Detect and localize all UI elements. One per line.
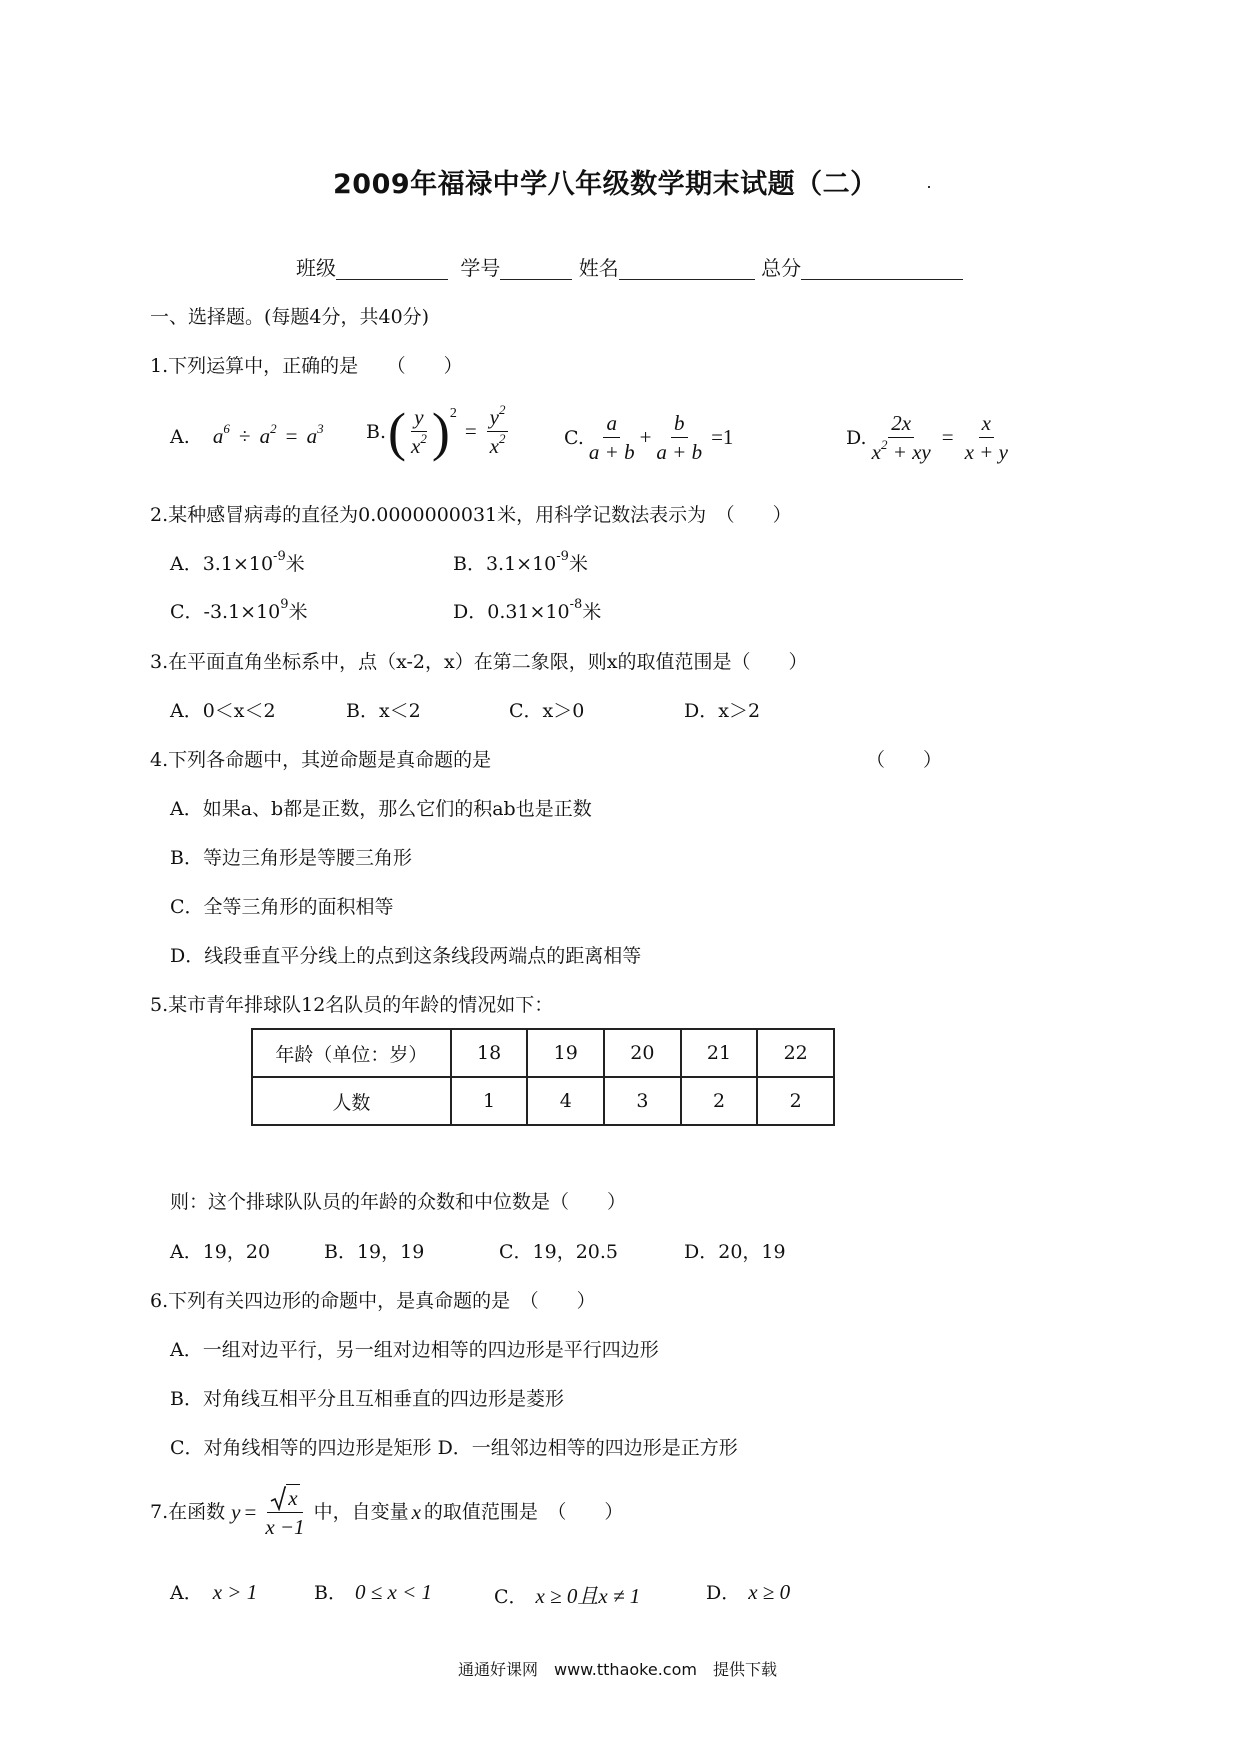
table-cell: 3 — [604, 1077, 681, 1125]
q4-option-d: D．线段垂直平分线上的点到这条线段两端点的距离相等 — [170, 945, 642, 967]
q2-stem: 2.某种感冒病毒的直径为0.0000000031米，用科学记数法表示为 （ ） — [150, 504, 792, 526]
q3-option-b: B．x＜2 — [346, 700, 421, 722]
number-label: 学号 — [460, 256, 501, 280]
q7-option-d: D． x ≥ 0 — [706, 1580, 791, 1604]
table-cell: 4 — [527, 1077, 604, 1125]
table-row — [252, 1077, 834, 1125]
q6-option-b: B．对角线互相平分且互相垂直的四边形是菱形 — [170, 1388, 564, 1410]
student-info-line — [296, 256, 963, 280]
q7-option-a: A． x > 1 — [170, 1580, 258, 1604]
q3-stem: 3.在平面直角坐标系中，点（x-2，x）在第二象限，则x的取值范围是（ ） — [150, 651, 808, 673]
q5-option-b: B．19，19 — [324, 1241, 425, 1263]
table-header-cell: 年龄（单位：岁） — [252, 1029, 451, 1077]
q1-option-c: C. $\frac{a}{a + b}$ + $\frac{b}{a + b}$ =1 — [564, 411, 734, 464]
q4-option-a: A．如果a、b都是正数，那么它们的积ab也是正数 — [170, 798, 592, 820]
name-blank[interactable] — [619, 259, 755, 280]
q6-stem: 6.下列有关四边形的命题中，是真命题的是 （ ） — [150, 1290, 596, 1312]
age-table — [251, 1028, 835, 1126]
q6-option-a: A．一组对边平行，另一组对边相等的四边形是平行四边形 — [170, 1339, 659, 1361]
table-cell: 20 — [604, 1029, 681, 1077]
q3-option-d: D．x＞2 — [684, 700, 761, 722]
footer-text: 通通好课网 www.tthaoke.com 提供下载 — [458, 1660, 777, 1679]
table-cell: 18 — [451, 1029, 528, 1077]
q5-option-c: C．19，20.5 — [499, 1241, 619, 1263]
q5-question: 则：这个排球队队员的年龄的众数和中位数是（ ） — [170, 1191, 627, 1213]
number-blank[interactable] — [500, 259, 572, 280]
q7-option-c: C． x ≥ 0且x ≠ 1 — [494, 1584, 641, 1608]
q3-option-c: C．x＞0 — [509, 700, 585, 722]
total-label: 总分 — [761, 256, 802, 280]
class-blank[interactable] — [336, 259, 448, 280]
q7-stem: 7.在函数 y = $\frac{x}{x -1}$ 中，自变量 x 的取值范围是 （ ） — [150, 1486, 624, 1539]
q1-option-b: B. ( $\frac{y}{x^2}$ ) 2 = $\frac{y^2}{x^2}$ — [366, 404, 510, 459]
q1-option-d: D. $\frac{2x}{x^2 + xy}$ = $\frac{x}{x + y}$ — [846, 411, 1008, 464]
table-cell: 2 — [681, 1077, 758, 1125]
sqrt-icon — [270, 1485, 286, 1511]
q7-option-b: B． 0 ≤ x < 1 — [314, 1580, 432, 1604]
table-row — [252, 1029, 834, 1077]
q3-option-a: A．0＜x＜2 — [170, 700, 276, 722]
q4-option-c: C．全等三角形的面积相等 — [170, 896, 394, 918]
q6-option-c: C．对角线相等的四边形是矩形 D．一组邻边相等的四边形是正方形 — [170, 1437, 738, 1459]
q1-option-a: A. $a^6 \div a^2 = a^3$ — [170, 421, 324, 448]
q4-option-b: B．等边三角形是等腰三角形 — [170, 847, 412, 869]
name-label: 姓名 — [578, 256, 619, 280]
page-title: 2009年福禄中学八年级数学期末试题（二） — [333, 169, 878, 200]
q2-option-a: A．$3.1\times 10^{-9}$米 — [170, 549, 305, 575]
q4-paren: （ ） — [866, 749, 943, 771]
q4-stem: 4.下列各命题中，其逆命题是真命题的是 — [150, 749, 492, 771]
q2-option-d: D．$0.31\times 10^{-8}$米 — [453, 597, 602, 623]
title-dot — [928, 186, 930, 188]
q5-stem: 5.某市青年排球队12名队员的年龄的情况如下： — [150, 994, 554, 1016]
section-heading: 一、选择题。(每题4分，共40分) — [150, 306, 430, 328]
table-cell: 22 — [757, 1029, 834, 1077]
q5-option-d: D．20，19 — [684, 1241, 786, 1263]
total-blank[interactable] — [801, 259, 963, 280]
q2-option-b: B．$3.1\times 10^{-9}$米 — [453, 549, 588, 575]
table-header-cell: 人数 — [252, 1077, 451, 1125]
q2-option-c: C．$-3.1\times 10^9$米 — [170, 597, 308, 623]
q5-option-a: A．19，20 — [170, 1241, 271, 1263]
table-cell: 2 — [757, 1077, 834, 1125]
table-cell: 19 — [527, 1029, 604, 1077]
q1-stem: 1.下列运算中，正确的是 （ ） — [150, 355, 463, 377]
class-label: 班级 — [296, 256, 336, 280]
table-cell: 1 — [451, 1077, 528, 1125]
table-cell: 21 — [681, 1029, 758, 1077]
